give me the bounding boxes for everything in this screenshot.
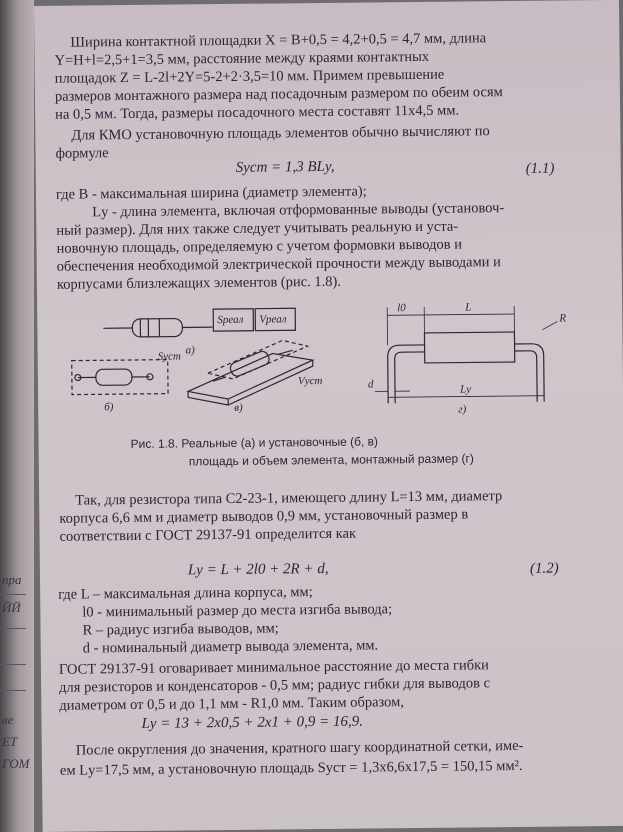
text-line: После округления до значения, кратного шагу координатной сетки, име- [75, 737, 524, 759]
body-outline [424, 332, 514, 363]
label-a: а) [185, 344, 195, 357]
margin-fragment: ЙЙ [2, 600, 21, 615]
text-line: l0 - минимальный размер до места изгиба вывода; [82, 601, 393, 621]
text-line: диаметром от 0,5 и до 1,1 мм - R1,0 мм. Таким образом, [59, 694, 405, 714]
text-line: Для КМО установочную площадь элементов обычно вычисляют по [71, 123, 490, 144]
text-line: Ширина контактной площадки X = B+0,5 = 4,2+0,5 = 4,7 мм, длина [70, 30, 487, 51]
text-line: площадок Z = L-2l+2Y=5-2+2·3,5=10 мм. Примем превышение [54, 66, 445, 87]
margin-fragment: ГОМ [2, 756, 30, 771]
label-v-ust: Vуст [297, 375, 323, 388]
text-line: где L – максимальная длина корпуса, мм; [58, 584, 313, 603]
text-line: обеспечения необходимой электрической прочности между выводами и [56, 254, 501, 275]
margin-fragment: прa [2, 572, 22, 587]
text-line: на 0,5 мм. Тогда, размеры посадочного места составят 11х4,5 мм. [55, 102, 460, 123]
text-line: формуле [55, 145, 109, 162]
label-ly: Lу [459, 383, 472, 396]
text-line: Lу - длина элемента, включая отформованные выводы (установоч- [92, 200, 505, 221]
text-line: ем Lу=17,5 мм, а установочную площадь Sуст = 1,3х6,6х17,5 = 150,15 мм². [59, 757, 523, 779]
text-line: корпусами близлежащих элементов (рис. 1.8). [56, 273, 342, 293]
figure-1-8 [37, 295, 623, 469]
label-v: в) [234, 401, 243, 414]
figure-caption: Рис. 1.8. Реальные (а) и установочные (б, в) [130, 434, 379, 452]
label-d: d [367, 378, 374, 391]
label-v-real: Vреал [259, 313, 287, 326]
text-line: Y=H+l=2,5+1=3,5 мм, расстояние между краями контактных [54, 48, 430, 69]
book-page [34, 0, 623, 832]
figure-caption: площадь и объем элемента, монтажный размер (г) [188, 451, 474, 469]
margin-rule [0, 664, 26, 665]
margin-rule [0, 594, 26, 595]
text-line: R – радиус изгиба выводов, мм; [82, 620, 279, 639]
margin-fragment: ЕТ [2, 734, 18, 749]
formula-number: (1.2) [529, 560, 559, 577]
text-line: ный размер). Для них также следует учитывать реальную и уста- [56, 218, 459, 239]
margin-rule [0, 690, 26, 691]
label-R: R [559, 312, 567, 325]
text-line: ГОСТ 29137-91 оговаривает минимальное расстояние до места гибки [58, 657, 489, 678]
label-l0: l0 [397, 302, 406, 315]
text-line: d - номинальный диаметр вывода элемента, мм. [82, 637, 379, 657]
margin-fragment: ве [2, 712, 14, 727]
text-line: для резисторов и конденсаторов - 0,5 мм; радиус гибки для выводов с [59, 675, 491, 696]
text-line: размеров монтажного размера над посадочным размером по обеим осям [54, 84, 503, 105]
text-line: корпуса 6,6 мм и диаметр выводов 0,9 мм, установочный размер в [59, 506, 469, 527]
label-g: г) [458, 403, 467, 416]
formula-1-1: Sуст = 1,3 BLу, [235, 158, 335, 176]
text-line: соответствии с ГОСТ 29137-91 определится как [59, 525, 357, 545]
formula-result: Lу = 13 + 2х0,5 + 2х1 + 0,9 = 16,9. [141, 713, 364, 732]
formula-number: (1.1) [525, 160, 555, 177]
board-outline [188, 353, 313, 399]
right-lead [515, 344, 545, 402]
adjacent-page-edge [0, 0, 34, 832]
label-L: L [465, 301, 472, 314]
margin-rule [0, 628, 26, 629]
label-s-real: Sреал [217, 313, 244, 327]
text-line: где B - максимальная ширина (диаметр элемента); [55, 183, 367, 203]
formula-1-2: Lу = L + 2l0 + 2R + d, [187, 560, 329, 579]
label-b: б) [104, 401, 114, 414]
text-line: Так, для резистора типа С2-23-1, имеющего длину L=13 мм, диаметр [75, 488, 503, 509]
left-lead [388, 345, 426, 403]
label-s-ust: Sуст [157, 350, 181, 363]
text-line: новочную площадь, определяемую с учетом формовки выводов и [56, 236, 462, 257]
